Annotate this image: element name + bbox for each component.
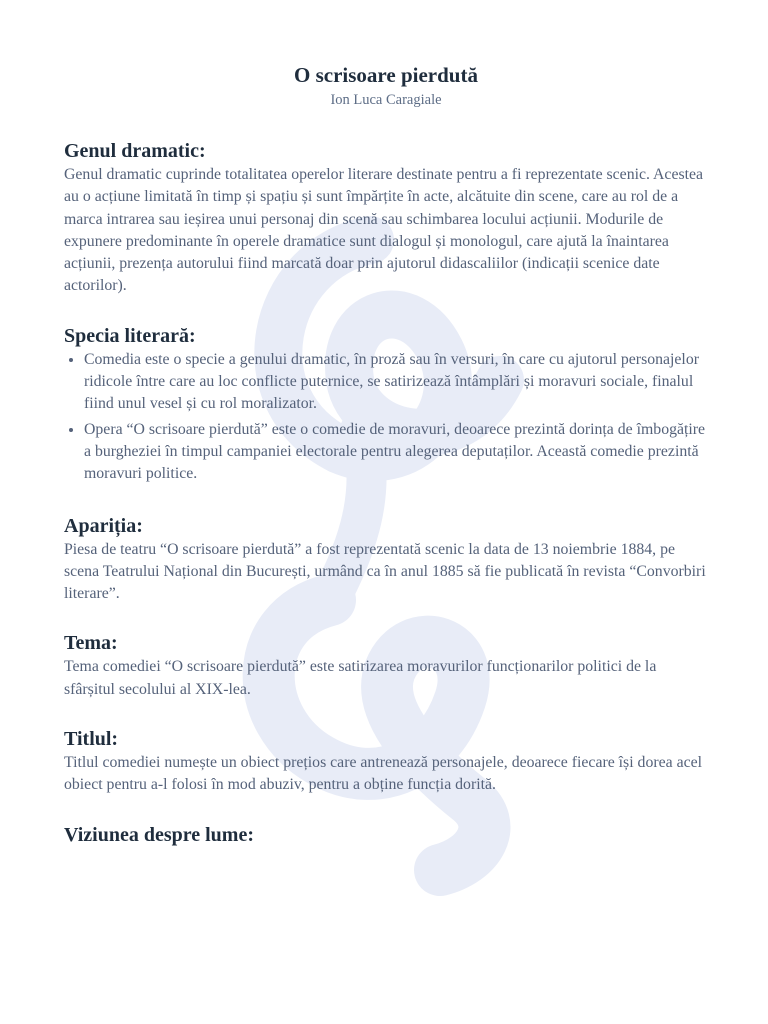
- section-paragraph: Piesa de teatru “O scrisoare pierdută” a fost reprezentată scenic la data de 13 noiembrie 1884, pe scena Teatrului Național din București, urmând ca în anul 1885 să fie publicată în revista “Convorbiri literare”.: [64, 540, 706, 603]
- section-specia-literara: [64, 323, 708, 486]
- section-heading: Tema:: [64, 632, 118, 655]
- document-content: [64, 60, 708, 848]
- section-titlul: [64, 726, 708, 797]
- section-heading: Viziunea despre lume:: [64, 823, 254, 846]
- section-paragraph: Tema comediei “O scrisoare pierdută” este satirizarea moravurilor funcționarilor politici de la sfârșitul secolului al XIX-lea.: [64, 658, 657, 698]
- list-item: • Opera “O scrisoare pierdută” este o comedie de moravuri, deoarece prezintă dorința de îmbogățire a burgheziei în timpul campaniei electorale pentru alegerea deputaților. Această comedie prezintă moravuri politice.: [84, 419, 708, 486]
- section-paragraph: Genul dramatic cuprinde totalitatea operelor literare destinate pentru a fi reprezentate scenic. Acestea au o acțiune limitată în timp și spațiu și sunt împărțite în acte, alcătuite din scene, care au rol de a marca intrarea sau ieșirea unui personaj din scenă sau schimbarea locului acțiunii. Modurile de expunere predominante în operele dramatice sunt dialogul și monologul, care ajută la înaintarea acțiunii, prezența autorului fiind marcată doar prin ajutorul didascaliilor (indicații scenice date actorilor).: [64, 166, 704, 295]
- document-title: O scrisoare pierdută: [294, 63, 478, 87]
- section-genul-dramatic: [64, 138, 708, 298]
- section-paragraph: Titlul comediei numește un obiect prețios care antrenează personajele, deoarece fiecare își dorea acel obiect pentru a-l folosi în mod abuziv, pentru a obține funcția dorită.: [64, 754, 702, 794]
- section-heading: Specia literară:: [64, 324, 196, 347]
- section-heading: Titlul:: [64, 728, 119, 751]
- document-author: Ion Luca Caragiale: [330, 92, 442, 108]
- bullet-list: [64, 349, 708, 486]
- section-viziunea: [64, 822, 708, 848]
- list-item: • Comedia este o specie a genului dramatic, în proză sau în versuri, în care cu ajutorul personajelor ridicole între care au loc conflicte puternice, se satirizează întâmplări și moravuri sociale, finalul fiind unul vesel și cu rol moralizator.: [84, 349, 708, 416]
- section-heading: Genul dramatic:: [64, 140, 206, 162]
- section-tema: [64, 630, 708, 701]
- section-heading: Apariția:: [64, 514, 143, 537]
- section-aparitia: [64, 513, 708, 606]
